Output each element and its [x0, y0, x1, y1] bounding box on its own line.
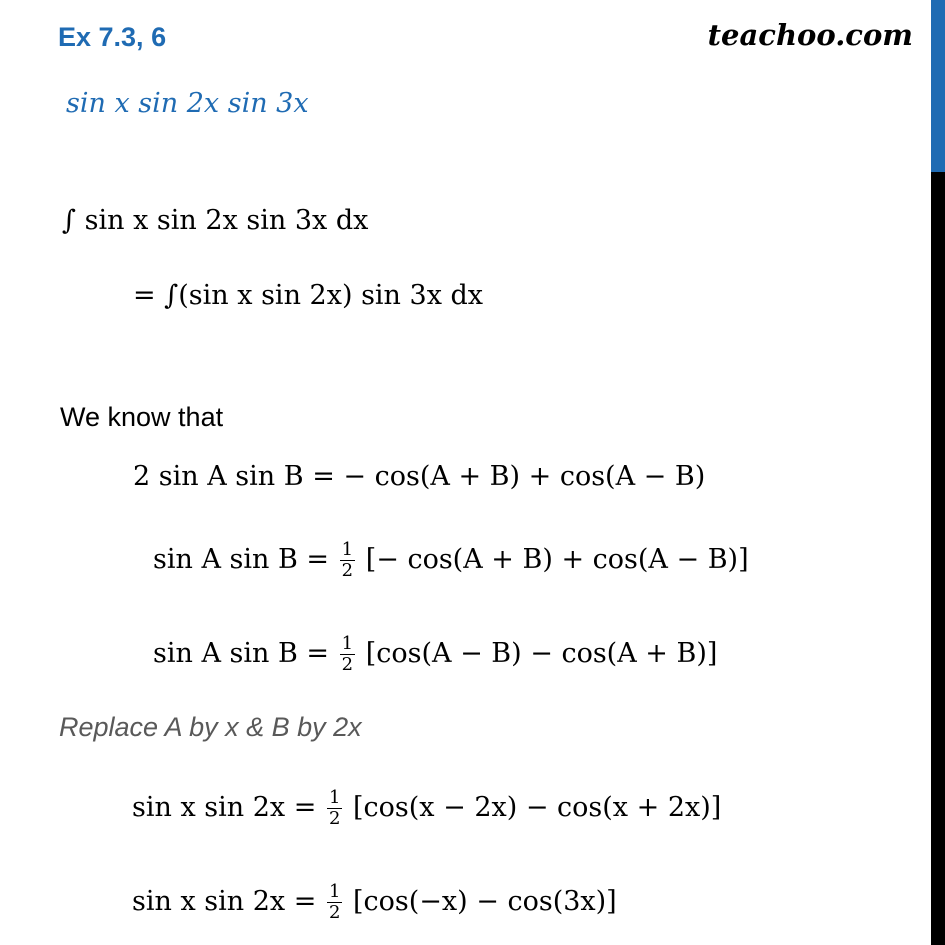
- fraction-denominator: 2: [328, 808, 341, 829]
- step-2: [132, 882, 617, 923]
- scrollbar-thumb[interactable]: [931, 0, 945, 172]
- step-2-lhs: sin x sin 2x =: [132, 886, 317, 917]
- step-1: [132, 788, 721, 829]
- question-expression: sin x sin 2x sin 3x: [66, 88, 309, 119]
- step-2-rhs: [cos(−x) − cos(3x)]: [353, 886, 617, 917]
- identity-1: 2 sin A sin B = − cos(A + B) + cos(A − B): [133, 461, 706, 492]
- fraction-numerator: 1: [328, 787, 341, 808]
- brand-logo: teachoo.com: [707, 18, 913, 52]
- replace-note: Replace A by x & B by 2x: [59, 712, 362, 742]
- half-fraction: [327, 882, 342, 923]
- half-fraction: [340, 540, 355, 581]
- half-fraction: [340, 634, 355, 675]
- identity-3: [153, 634, 717, 675]
- half-fraction: [327, 788, 342, 829]
- integral-line-2: = ∫(sin x sin 2x) sin 3x dx: [133, 280, 484, 311]
- fraction-denominator: 2: [328, 902, 341, 923]
- exercise-title: Ex 7.3, 6: [58, 22, 167, 52]
- integral-line-1: ∫ sin x sin 2x sin 3x dx: [62, 205, 369, 236]
- fraction-denominator: 2: [341, 654, 354, 675]
- identity-2: [153, 540, 749, 581]
- identity-2-rhs: [− cos(A + B) + cos(A − B)]: [365, 544, 749, 575]
- identity-3-rhs: [cos(A − B) − cos(A + B)]: [365, 638, 718, 669]
- fraction-numerator: 1: [341, 539, 354, 560]
- identity-2-lhs: sin A sin B =: [153, 544, 330, 575]
- fraction-numerator: 1: [341, 633, 354, 654]
- fraction-denominator: 2: [341, 560, 354, 581]
- fraction-numerator: 1: [328, 881, 341, 902]
- step-1-rhs: [cos(x − 2x) − cos(x + 2x)]: [353, 792, 722, 823]
- we-know-label: We know that: [60, 402, 224, 432]
- identity-3-lhs: sin A sin B =: [153, 638, 330, 669]
- step-1-lhs: sin x sin 2x =: [132, 792, 317, 823]
